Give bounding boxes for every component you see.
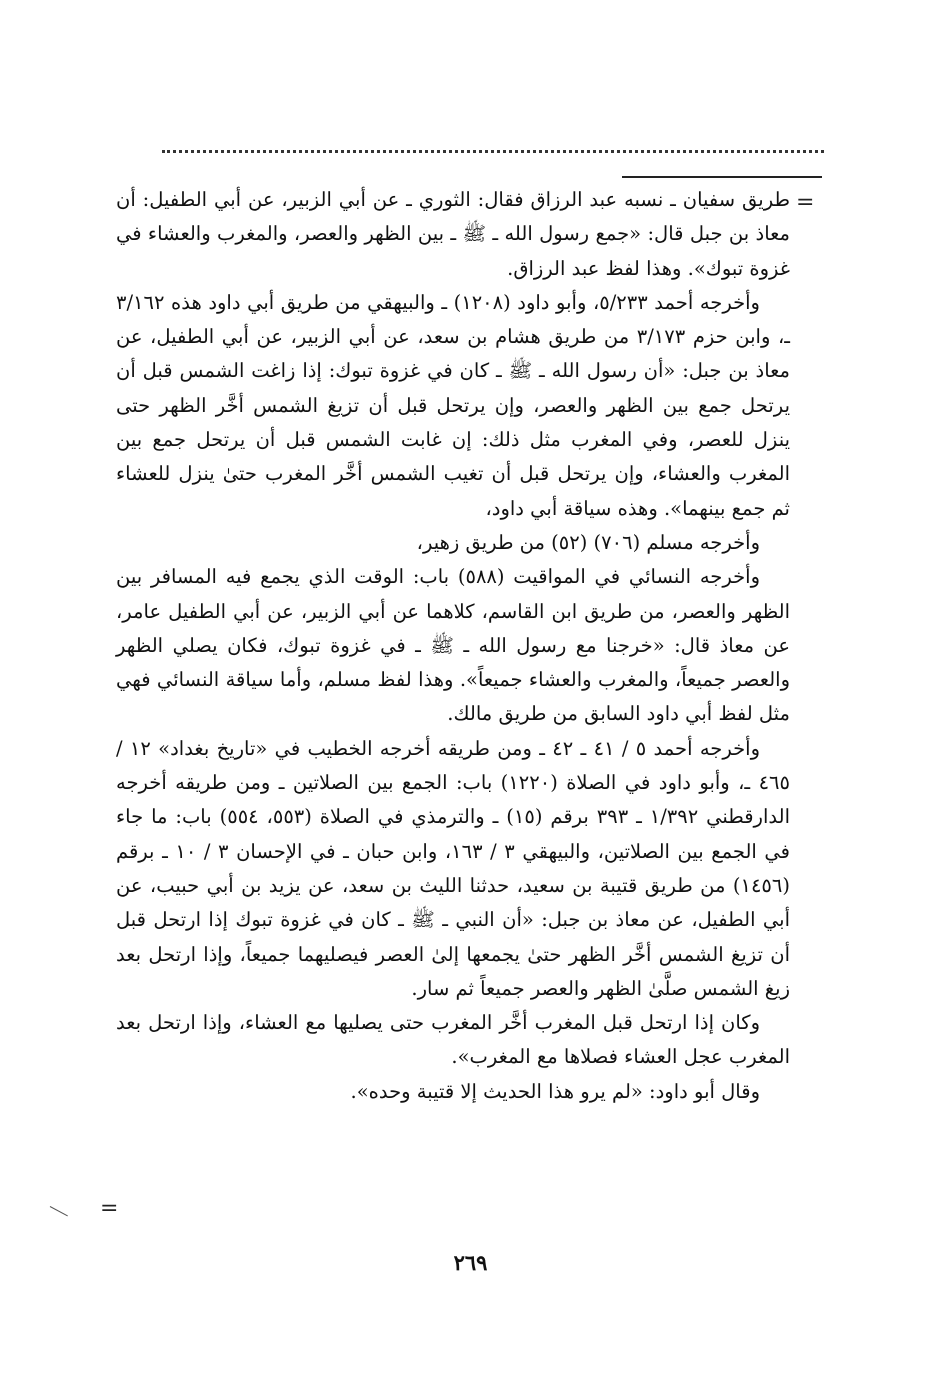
paragraph-3: وأخرجه مسلم (٧٠٦) (٥٢) من طريق زهير، xyxy=(416,530,760,554)
paragraph-5: وأخرجه أحمد ٥ / ٤١ ـ ٤٢ ـ ومن طريقه أخرجه الخطيب في «تاريخ بغداد» ١٢ / ٤٦٥ ـ، وأبو داود في الصلاة (١٢٢٠) باب: الجمع بين الصلاتين ـ ومن طريقه أخرجه الدارقطني ١/٣٩٢ ـ ٣٩٣ برقم (١٥) ـ والترمذي في الصلاة (٥٥٣، ٥٥٤) باب: ما جاء في الجمع بين الصلاتين، والبيهقي ٣ / ١٦٣، وابن حبان ـ في الإحسان ٣ / ١٠ ـ برقم (١٤٥٦) من طريق قتيبة بن سعيد، حدثنا الليث بن سعد، عن يزيد بن أبي حبيب، عن أبي الطفيل، عن معاذ بن جبل: «أن النبي ـ ﷺ ـ كان في غزوة تبوك إذا ارتحل قبل أن تزيغ الشمس أخَّر الظهر حتىٰ يجمعها إلىٰ العصر فيصليهما جميعاً، وإذا ارتحل بعد زيغ الشمس صلَّىٰ الظهر والعصر جميعاً ثم سار. xyxy=(116,736,790,1000)
page-number: ٢٦٩ xyxy=(453,1250,488,1275)
footnote-dotted-separator xyxy=(162,150,824,153)
margin-stroke-mark xyxy=(50,1206,68,1216)
footnote-text-block xyxy=(116,183,790,1109)
paragraph-1: طريق سفيان ـ نسبه عبد الرزاق فقال: الثوري ـ عن أبي الزبير، عن أبي الطفيل: أن معاذ بن جبل قال: «جمع رسول الله ـ ﷺ ـ بين الظهر والعصر، والمغرب والعشاء في غزوة تبوك». وهذا لفظ عبد الرزاق. xyxy=(116,188,790,280)
continuation-mark-top: = xyxy=(796,190,815,215)
paragraph-4: وأخرجه النسائي في المواقيت (٥٨٨) باب: الوقت الذي يجمع فيه المسافر بين الظهر والعصر، من طريق ابن القاسم، كلاهما عن أبي الزبير، عن أبي الطفيل عامر، عن معاذ قال: «خرجنا مع رسول الله ـ ﷺ ـ في غزوة تبوك، فكان يصلي الظهر والعصر جميعاً، والمغرب والعشاء جميعاً». وهذا لفظ مسلم، وأما سياقة النسائي فهي مثل لفظ أبي داود السابق من طريق مالك. xyxy=(116,565,790,726)
paragraph-2: وأخرجه أحمد ٥/٢٣٣، وأبو داود (١٢٠٨) ـ والبيهقي من طريق أبي داود هذه ٣/١٦٢ ـ، وابن حزم ٣/١٧٣ من طريق هشام بن سعد، عن أبي الزبير، عن أبي الطفيل، عن معاذ بن جبل: «أن رسول الله ـ ﷺ ـ كان في غزوة تبوك: إذا زاغت الشمس قبل أن يرتحل جمع بين الظهر والعصر، وإن يرتحل قبل أن تزيغ الشمس أخَّر الظهر حتى ينزل للعصر، وفي المغرب مثل ذلك: إن غابت الشمس قبل أن يرتحل جمع بين المغرب والعشاء، وإن يرتحل قبل أن تغيب الشمس أخَّر المغرب حتىٰ ينزل للعشاء ثم جمع بينهما». وهذه سياقة أبي داود، xyxy=(116,290,790,520)
footnote-solid-separator xyxy=(622,176,822,178)
paragraph-6: وكان إذا ارتحل قبل المغرب أخَّر المغرب حتى يصليها مع العشاء، وإذا ارتحل بعد المغرب عجل العشاء فصلاها مع المغرب». xyxy=(116,1011,790,1069)
paragraph-7: وقال أبو داود: «لم يرو هذا الحديث إلا قتيبة وحده». xyxy=(350,1079,760,1103)
continuation-mark-bottom: = xyxy=(100,1196,119,1221)
